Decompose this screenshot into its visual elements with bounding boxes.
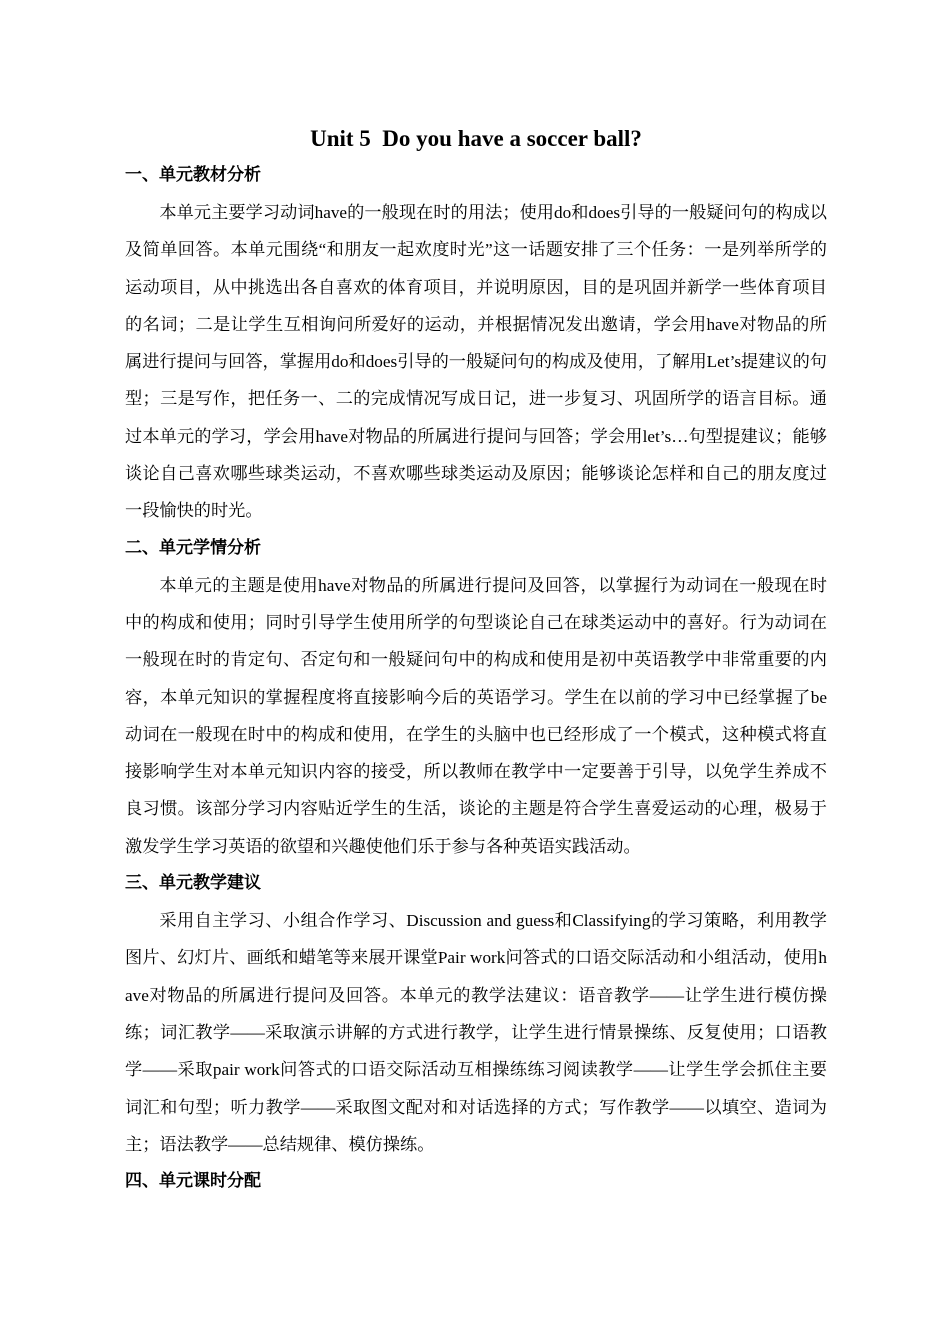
- section-heading-lesson-allocation: 四、单元课时分配: [125, 1171, 261, 1192]
- section-heading-textbook-analysis: 一、单元教材分析: [125, 165, 261, 185]
- section-paragraph-textbook-analysis: 本单元主要学习动词have的一般现在时的用法；使用do和does引导的一般疑问句的构成以及简单回答。本单元围绕“和朋友一起欢度时光”这一话题安排了三个任务：一是列举所学的运动项目，从中挑选出各自喜欢的体育项目，并说明原因，目的是巩固并新学一些体育项目的名词；二是让学生互相询问所爱好的运动，并根据情况发出邀请，学会用have对物品的所属进行提问与回答，掌握用do和does引导的一般疑问句的构成及使用，了解用Let’s提建议的句型；三是写作，把任务一、二的完成情况写成日记，进一步复习、巩固所学的语言目标。通过本单元的学习，学会用have对物品的所属进行提问与回答；学会用let’s…句型提建议；能够谈论自己喜欢哪些球类运动，不喜欢哪些球类运动及原因；能够谈论怎样和自己的朋友度过一段愉快的时光。: [125, 203, 827, 521]
- document-body: [125, 157, 827, 1200]
- section-heading-teaching-suggestions: 三、单元教学建议: [125, 873, 261, 894]
- section-paragraph-teaching-suggestions: 采用自主学习、小组合作学习、Discussion and guess和Classifying的学习策略，利用教学图片、幻灯片、画纸和蜡笔等来展开课堂Pair work问答式的口语交际活动和小组活动，使用have对物品的所属进行提问及回答。本单元的教学法建议：语音教学——让学生进行模仿操练；词汇教学——采取演示讲解的方式进行教学，让学生进行情景操练、反复使用；口语教学——采取pair work问答式的口语交际活动互相操练练习阅读教学——让学生学会抓住主要词汇和句型；听力教学——采取图文配对和对话选择的方式；写作教学——以填空、造词为主；语法教学——总结规律、模仿操练。: [125, 911, 827, 1154]
- document-title: Unit 5 Do you have a soccer ball?: [310, 126, 642, 152]
- section-heading-student-analysis: 二、单元学情分析: [125, 537, 261, 558]
- section-paragraph-student-analysis: 本单元的主题是使用have对物品的所属进行提问及回答，以掌握行为动词在一般现在时中的构成和使用；同时引导学生使用所学的句型谈论自己在球类运动中的喜好。行为动词在一般现在时的肯定句、否定句和一般疑问句中的构成和使用是初中英语教学中非常重要的内容，本单元知识的掌握程度将直接影响今后的英语学习。学生在以前的学习中已经掌握了be动词在一般现在时中的构成和使用，在学生的头脑中也已经形成了一个模式，这种模式将直接影响学生对本单元知识内容的接受，所以教师在教学中一定要善于引导，以免学生养成不良习惯。该部分学习内容贴近学生的生活，谈论的主题是符合学生喜爱运动的心理，极易于激发学生学习英语的欲望和兴趣使他们乐于参与各种英语实践活动。: [125, 575, 827, 856]
